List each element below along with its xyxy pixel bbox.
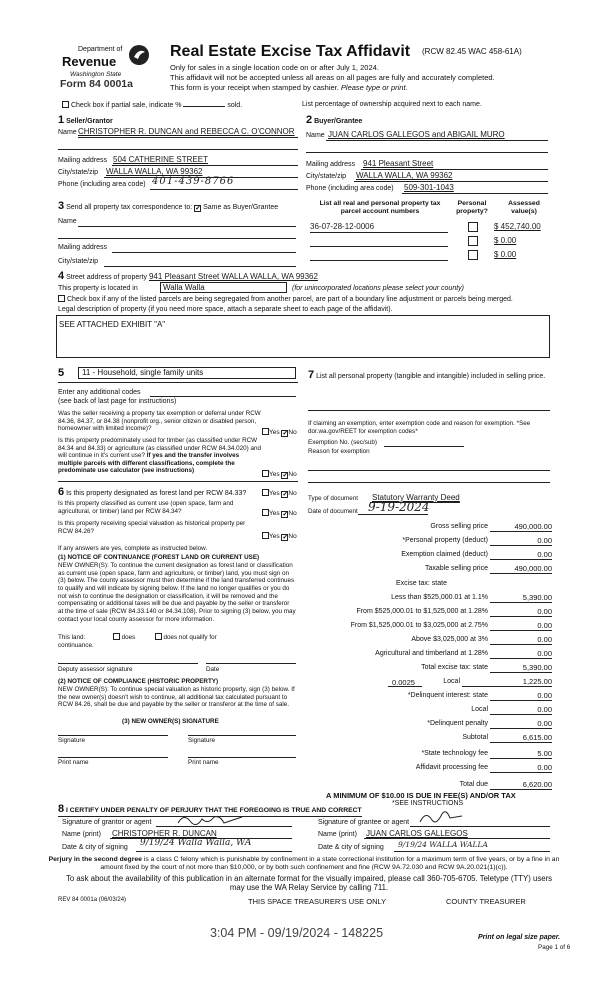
this-land-row: This land: does does not qualify for — [58, 634, 217, 641]
delinquent-state-label: *Delinquent interest: state — [407, 692, 488, 699]
personal-property-checkbox[interactable] — [468, 222, 478, 232]
sec4-street-row: 4 Street address of property 941 Pleasant Street WALLA WALLA, WA 99362 — [58, 270, 318, 282]
buyer-name-label: Name — [306, 132, 325, 139]
grantor-date-label: Date & city of signing — [62, 844, 128, 851]
grantee-print-name[interactable]: JUAN CARLOS GALLEGOS — [366, 829, 468, 838]
owner-print-name-label-2: Print name — [188, 759, 219, 766]
exemption-yes-no: Yes ✓No — [262, 428, 297, 437]
partial-sale-row: Check box if partial sale, indicate % sold. — [62, 101, 242, 110]
parcel-row — [310, 250, 550, 262]
reason-label: Reason for exemption — [308, 448, 370, 455]
legal-description-box[interactable] — [56, 315, 550, 358]
personal-property-label: *Personal property (deduct) — [402, 537, 488, 544]
exemption-question: Was the seller receiving a property tax exemption or deferral under RCW 84.36, 84.37, or 84.38 (nonprofit org., senior citizen or disabled person, homeowner with limited income)? — [58, 410, 261, 433]
forest-yes-no: Yes ✓No — [262, 489, 297, 498]
buyer-phone-field[interactable]: 509-301-1043 — [404, 183, 454, 192]
treasurer-use-label: THIS SPACE TREASURER'S USE ONLY — [248, 897, 387, 906]
segregated-row: Check box if any of the listed parcels are being segregated from another parcel, are part of a boundary line adjustment or parcels being merged. — [58, 295, 513, 304]
delinquent-penalty-label: *Delinquent penalty — [427, 720, 488, 727]
seller-heading: 1 Seller/Grantor — [58, 114, 113, 126]
revenue-swirl-icon — [128, 44, 150, 66]
new-owner-signature-title: (3) NEW OWNER(S) SIGNATURE — [122, 718, 219, 725]
local-rate: 0.0025 — [392, 678, 415, 687]
tier3-label: From $1,525,000.01 to $3,025,000 at 2.75% — [350, 622, 488, 629]
continuance-text: continuance. — [58, 642, 94, 649]
receipt-stamp: 3:04 PM - 09/19/2024 - 148225 — [210, 926, 384, 940]
buyer-phone-label: Phone (including area code) — [306, 185, 394, 192]
additional-codes-label: Enter any additional codes — [58, 389, 141, 396]
grantee-date-city[interactable]: 9/19/24 WALLA WALLA — [398, 840, 488, 849]
owner-print-name-label-1: Print name — [58, 759, 89, 766]
timber-yes-checkbox[interactable] — [262, 470, 269, 477]
grantee-signature-label: Signature of grantee or agent — [318, 819, 410, 826]
seller-city-label: City/state/zip — [58, 169, 99, 176]
delinquent-local-value[interactable]: 0.00 — [537, 705, 552, 714]
legal-paper-note: Print on legal size paper. — [478, 934, 561, 941]
located-select[interactable] — [160, 282, 287, 293]
buyer-city-field[interactable]: WALLA WALLA, WA 99362 — [356, 171, 453, 180]
exemption-yes-checkbox[interactable] — [262, 428, 269, 435]
delinquent-local-label: Local — [471, 706, 488, 713]
assessed-value-field[interactable]: $ 452,740.00 — [494, 222, 541, 231]
gross-price-value[interactable]: 490,000.00 — [514, 522, 552, 531]
see-instructions-note: *SEE INSTRUCTIONS — [392, 800, 464, 807]
seller-mailing-field[interactable]: 504 CATHERINE STREET — [113, 155, 208, 164]
legal-description-label: Legal description of property (if you need more space, attach a separate sheet to each page of the affidavit). — [58, 306, 393, 313]
header-note-1: Only for sales in a single location code on or after July 1, 2024. — [170, 63, 379, 72]
exemption-claim-text: If claiming an exemption, enter exemption code and reason for exemption. *See dor.wa.gov/REET for exemption codes* — [308, 420, 531, 435]
notice-compliance-text: NEW OWNER(S): To continue special valuation as historic property, sign (3) below. If the new owner(s) doesn't wish to continue, all additional tax calculated pursuant to RCW 84.26, shall be due and payable by the seller or transferor at the time of sale. — [58, 686, 295, 709]
historic-yes-checkbox[interactable] — [262, 532, 269, 539]
subtotal-label: Subtotal — [462, 734, 488, 741]
historic-yes-no: Yes ✓No — [262, 532, 297, 541]
current-use-yes-no: Yes ✓No — [262, 509, 297, 518]
assessed-value-field[interactable]: $ 0.00 — [494, 250, 517, 259]
owner-signature-label-2: Signature — [188, 737, 215, 744]
ownership-note: List percentage of ownership acquired next to each name. — [302, 101, 482, 108]
total-due-label: Total due — [459, 781, 488, 788]
legal-description-value: SEE ATTACHED EXHIBIT "A" — [59, 320, 166, 329]
sec3-name-label: Name — [58, 218, 77, 225]
buyer-mailing-field[interactable]: 941 Pleasant Street — [363, 159, 434, 168]
personal-property-value[interactable]: 0.00 — [537, 536, 552, 545]
notice-compliance-title: (2) NOTICE OF COMPLIANCE (HISTORIC PROPERTY) — [58, 678, 219, 685]
street-address-field[interactable]: 941 Pleasant Street WALLA WALLA, WA 99362 — [148, 272, 318, 281]
form-revision: REV 84 0001a (06/03/24) — [58, 897, 127, 903]
affidavit-fee-value[interactable]: 0.00 — [537, 763, 552, 772]
doc-type-label: Type of document — [308, 495, 359, 502]
grantor-print-label: Name (print) — [62, 831, 101, 838]
same-as-buyer-checkbox[interactable]: ✓ — [195, 205, 201, 212]
technology-fee-label: *State technology fee — [421, 750, 488, 757]
located-value: Walla Walla — [163, 283, 205, 292]
sec8-heading: 8 I CERTIFY UNDER PENALTY OF PERJURY THAT THE FOREGOING IS TRUE AND CORRECT — [58, 803, 362, 817]
tier2-value[interactable]: 0.00 — [537, 607, 552, 616]
minimum-due-note: A MINIMUM OF $10.00 IS DUE IN FEE(S) AND/OR TAX — [326, 791, 516, 800]
personal-property-checkbox[interactable] — [468, 236, 478, 246]
personal-property-checkbox[interactable] — [468, 250, 478, 260]
segregated-checkbox[interactable] — [58, 295, 65, 302]
doc-date-field[interactable]: 9-19-2024 — [368, 500, 430, 514]
local-tax-value[interactable]: 1,225.00 — [522, 677, 552, 686]
doc-date-label: Date of document — [308, 508, 358, 515]
current-use-question: Is this property classified as current use (open space, farm and agricultural, or timber) land per RCW 84.34? — [58, 500, 234, 515]
form-title: Real Estate Excise Tax Affidavit — [170, 43, 411, 60]
seller-name-label: Name — [58, 129, 77, 136]
ag-timber-label: Agricultural and timberland at 1.28% — [375, 650, 488, 657]
grantee-date-label: Date & city of signing — [318, 844, 384, 851]
timber-question: Is this property predominately used for timber (as classified under RCW 84.34 and 84.33) or agriculture (as classified under RCW 84.34.020) and will continue in it's current use? If yes and the transfer involves multiple parcels with different classifications, complete the predominate use calculator (see instructions) — [58, 437, 262, 475]
taxable-price-value[interactable]: 490,000.00 — [514, 564, 552, 573]
page-number: Page 1 of 6 — [538, 944, 571, 951]
grantee-print-label: Name (print) — [318, 831, 357, 838]
forest-no-checkbox[interactable]: ✓ — [282, 491, 289, 498]
state-text: Washington State — [70, 71, 122, 78]
grantor-signature[interactable] — [176, 811, 246, 829]
delinquent-penalty-value[interactable]: 0.00 — [537, 719, 552, 728]
grantor-date-city[interactable]: 9/19/24 Walla Walla, WA — [140, 838, 252, 848]
located-label: This property is located in — [58, 285, 138, 292]
gross-price-label: Gross selling price — [430, 523, 488, 530]
tier2-label: From $525,000.01 to $1,525,000 at 1.28% — [356, 608, 488, 615]
local-tax-label: Local — [443, 678, 460, 685]
seller-name-field[interactable]: CHRISTOPHER R. DUNCAN and REBECCA C. O'CONNOR — [78, 127, 295, 136]
tier1-label: Less than $525,000.01 at 1.1% — [391, 594, 488, 601]
if-any-yes: If any answers are yes, complete as instructed below. — [58, 545, 208, 552]
historic-no-checkbox[interactable]: ✓ — [282, 534, 289, 541]
technology-fee-value[interactable]: 5.00 — [537, 749, 552, 758]
buyer-city-label: City/state/zip — [306, 173, 347, 180]
timber-no-checkbox[interactable]: ✓ — [282, 472, 289, 479]
dept-of-text: Department of — [78, 46, 123, 53]
buyer-name-field[interactable]: JUAN CARLOS GALLEGOS and ABIGAIL MURO — [328, 130, 505, 139]
sec3-mailing-label: Mailing address — [58, 244, 108, 251]
taxable-price-label: Taxable selling price — [424, 565, 488, 572]
exemption-claimed-label: Exemption claimed (deduct) — [401, 551, 488, 558]
exemption-claimed-value[interactable]: 0.00 — [537, 550, 552, 559]
parcel-row — [310, 222, 550, 234]
deputy-signature-label: Deputy assessor signature — [58, 666, 133, 673]
sec3-city-label: City/state/zip — [58, 258, 99, 265]
current-use-yes-checkbox[interactable] — [262, 509, 269, 516]
see-instructions: (see back of last page for instructions) — [58, 398, 177, 405]
excise-state-label: Excise tax: state — [396, 580, 447, 587]
buyer-mailing-label: Mailing address — [306, 161, 356, 168]
sec3-heading: 3 Send all property tax correspondence to: ✓ Same as Buyer/Grantee — [58, 200, 279, 212]
tier1-value[interactable]: 5,390.00 — [522, 593, 552, 602]
grantee-signature[interactable] — [416, 806, 466, 828]
parcel-number-field[interactable]: 36-07-28-12-0006 — [310, 222, 375, 231]
timber-yes-no: Yes ✓No — [262, 470, 297, 479]
grantor-signature-label: Signature of grantor or agent — [62, 819, 152, 826]
seller-phone-field[interactable]: 401-439-8766 — [152, 176, 235, 187]
current-use-no-checkbox[interactable]: ✓ — [282, 511, 289, 518]
buyer-heading: 2 Buyer/Grantee — [306, 114, 363, 126]
perjury-notice: Perjury in the second degree is a class C felony which is punishable by confinement in a state correctional institution for a maximum term of five years, or by a fine in an amount fixed by the court of not more than $10,000, or by both such confinement and fine (RCW 9A.72.030 and RCW 9A.20.021(1)(c)). — [48, 856, 560, 871]
header-note-3: This form is your receipt when stamped by cashier. Please type or print. — [170, 83, 408, 92]
total-due-value[interactable]: 6,620.00 — [522, 780, 552, 789]
tier3-value[interactable]: 0.00 — [537, 621, 552, 630]
parcels-header: List all real and personal property tax parcel account numbers — [319, 200, 441, 216]
total-state-value[interactable]: 5,390.00 — [522, 663, 552, 672]
agency-logo — [56, 38, 156, 100]
notice-continuance-title: (1) NOTICE OF CONTINUANCE (FOREST LAND OR CURRENT USE) — [58, 554, 260, 561]
seller-phone-label: Phone (including area code) — [58, 181, 146, 188]
revenue-wordmark: Revenue — [62, 54, 117, 69]
seller-mailing-label: Mailing address — [58, 157, 108, 164]
assessed-value-field[interactable]: $ 0.00 — [494, 236, 517, 245]
parcel-row — [310, 236, 550, 248]
grantor-print-name[interactable]: CHRISTOPHER R. DUNCAN — [112, 829, 217, 838]
use-code-value: 11 - Household, single family units — [82, 368, 204, 377]
form-rcw: (RCW 82.45 WAC 458-61A) — [422, 47, 522, 56]
exemption-no-label: Exemption No. (sec/sub) — [308, 439, 377, 446]
land-does-checkbox[interactable] — [113, 633, 120, 640]
tier4-label: Above $3,025,000 at 3% — [411, 636, 488, 643]
county-treasurer-label: COUNTY TREASURER — [446, 897, 526, 906]
owner-signature-label-1: Signature — [58, 737, 85, 744]
seller-city-field[interactable]: WALLA WALLA, WA 99362 — [106, 167, 203, 176]
doc-type-field[interactable]: Statutory Warranty Deed — [372, 493, 460, 502]
deputy-date-label: Date — [206, 666, 220, 673]
land-does-not-checkbox[interactable] — [155, 633, 162, 640]
sec7-heading: 7 List all personal property (tangible and intangible) included in selling price. — [308, 369, 546, 381]
affidavit-fee-label: Affidavit processing fee — [415, 764, 488, 771]
accessibility-notice: To ask about the availability of this publication in an alternate format for the visually impaired, please call 360-705-6705. Teletype (TTY) users may use the WA Relay Service by calling 711. — [65, 874, 553, 892]
subtotal-value[interactable]: 6,615.00 — [522, 733, 552, 742]
historic-question: Is this property receiving special valuation as historical property per RCW 84.26? — [58, 520, 246, 535]
located-note: (for unincorporated locations please select your county) — [292, 285, 464, 292]
use-code-select[interactable] — [78, 367, 296, 379]
forest-question: 6 Is this property designated as forest land per RCW 84.33? — [58, 486, 247, 498]
ag-timber-value[interactable]: 0.00 — [537, 649, 552, 658]
notice-continuance-text: NEW OWNER(S): To continue the current designation as forest land or classification as current use (open space, farm and agriculture, or timber) land, you must sign on (3) below. The county assessor must then determine if the land transferred continues to qualify and will indicate by signing below. If the land no longer qualifies or you do not wish to continue the designation or classification, it will be removed and the compensating or additional taxes will be due and payable by the seller or transferor at the time of sale (RCW 84.33.140 or 84.34.108). Prior to signing (3) below, you may contact your local county assessor for more information. — [58, 562, 296, 623]
header-note-2: This affidavit will not be accepted unless all areas on all pages are fully and accurately completed. — [170, 73, 495, 82]
personal-property-header: Personal property? — [456, 200, 488, 216]
form-number: Form 84 0001a — [60, 78, 133, 90]
total-state-label: Total excise tax: state — [421, 664, 488, 671]
partial-sale-checkbox[interactable] — [62, 101, 69, 108]
tier4-value[interactable]: 0.00 — [537, 635, 552, 644]
sec5-number: 5 — [58, 367, 65, 379]
delinquent-state-value[interactable]: 0.00 — [537, 691, 552, 700]
exemption-no-checkbox[interactable]: ✓ — [282, 430, 289, 437]
forest-yes-checkbox[interactable] — [262, 489, 269, 496]
assessed-value-header: Assessed value(s) — [508, 200, 540, 216]
